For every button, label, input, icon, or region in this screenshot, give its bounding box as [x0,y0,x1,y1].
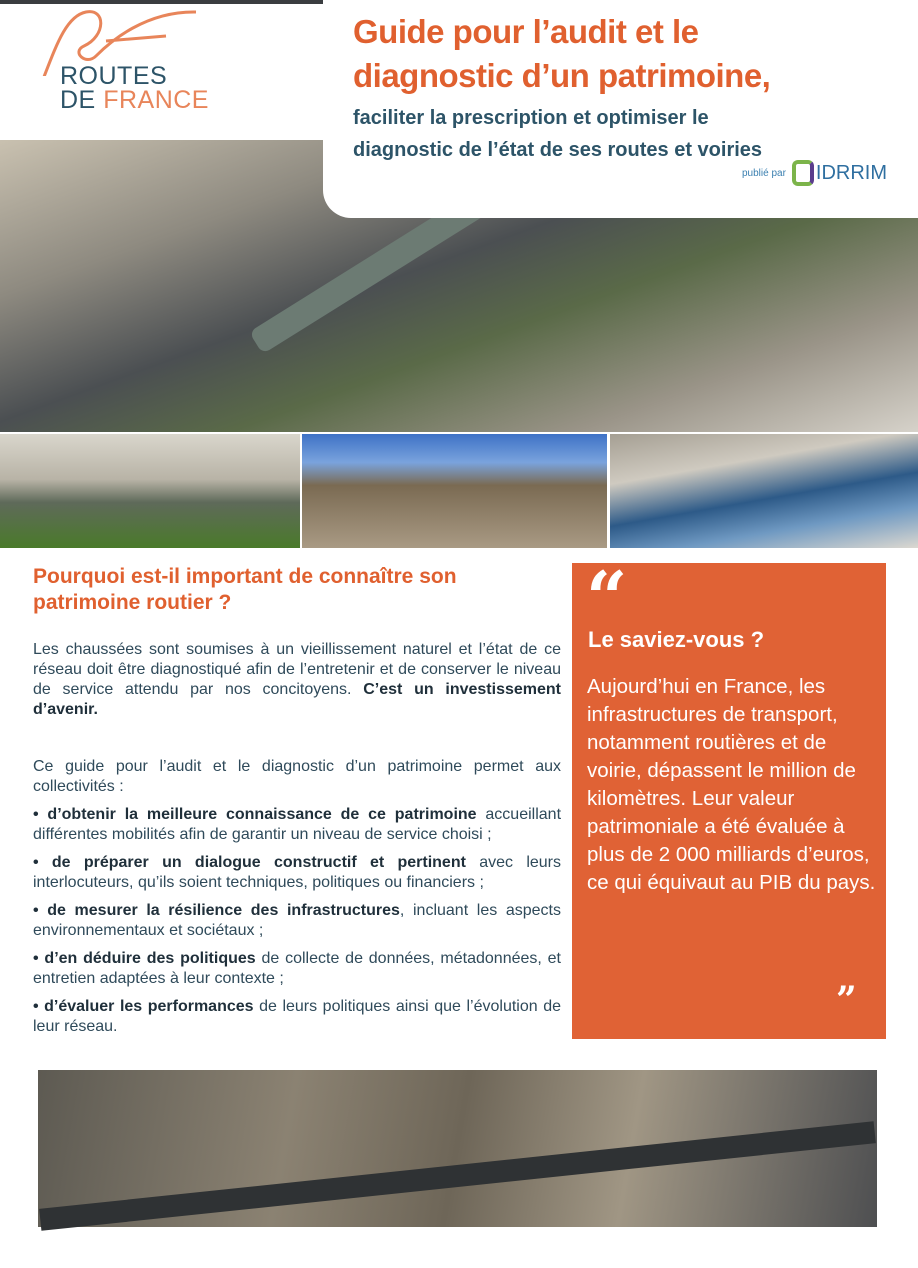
did-you-know-callout [572,555,886,1039]
logo-text-routes: ROUTES [60,62,168,90]
photo-market-hall [302,434,607,548]
list-item: • de mesurer la résilience des infrastructures, incluant les aspects environnementaux et sociétaux ; [33,902,561,939]
published-by-label: publié par [742,167,786,179]
list-item: • de préparer un dialogue constructif et pertinent avec leurs interlocuteurs, qu’ils soient techniques, politiques ou financiers ; [33,854,562,891]
aerial-photo-town-square [38,1070,877,1227]
routes-de-france-logo [36,6,216,116]
close-quote-icon: ” [836,979,857,1021]
callout-title: Le saviez-vous ? [588,627,765,652]
callout-text: Aujourd’hui en France, les infrastructures de transport, notamment routières et de voirie, dépassent le million de kilomètres. Leur valeur patrimoniale a été évaluée à plus de 2 000 milliards d’euros, ce qui équivaut au PIB du pays. [587,675,876,894]
list-item: • d’en déduire des politiques de collecte de données, métadonnées, et entretien adaptées à leur contexte ; [33,950,561,987]
intro-paragraph: Les chaussées sont soumises à un vieillissement naturel et l’état de ce réseau doit être diagnostiqué afin de l’entretenir et de conserver le niveau de service attendu par nos concitoyens. C’est un investissement d’avenir. [33,641,561,718]
benefits-list [33,757,561,1045]
idrrim-logo: IDRRIM [792,160,887,186]
road [39,1121,876,1231]
photo-fountain [610,434,918,548]
logo-text-de-france: DE FRANCE [60,86,209,114]
idrrim-mark-icon [792,160,814,186]
section-heading: Pourquoi est-il important de connaître son patrimoine routier ? [33,565,457,614]
list-lead: Ce guide pour l’audit et le diagnostic d’un patrimoine permet aux collectivités : [33,758,561,795]
list-item: • d’obtenir la meilleure connaissance de ce patrimoine accueillant différentes mobilités afin de garantir un niveau de service choisi ; [33,806,562,843]
publisher [742,160,887,186]
open-quote-icon: “ [586,555,628,640]
list-item: • d’évaluer les performances de leurs politiques ainsi que l’évolution de leur réseau. [33,998,562,1035]
page-subtitle: faciliter la prescription et optimiser le diagnostic de l’état de ses routes et voiries [353,107,763,161]
page-title: Guide pour l’audit et le diagnostic d’un patrimoine, [353,13,771,94]
photo-street-sculpture [0,434,300,548]
